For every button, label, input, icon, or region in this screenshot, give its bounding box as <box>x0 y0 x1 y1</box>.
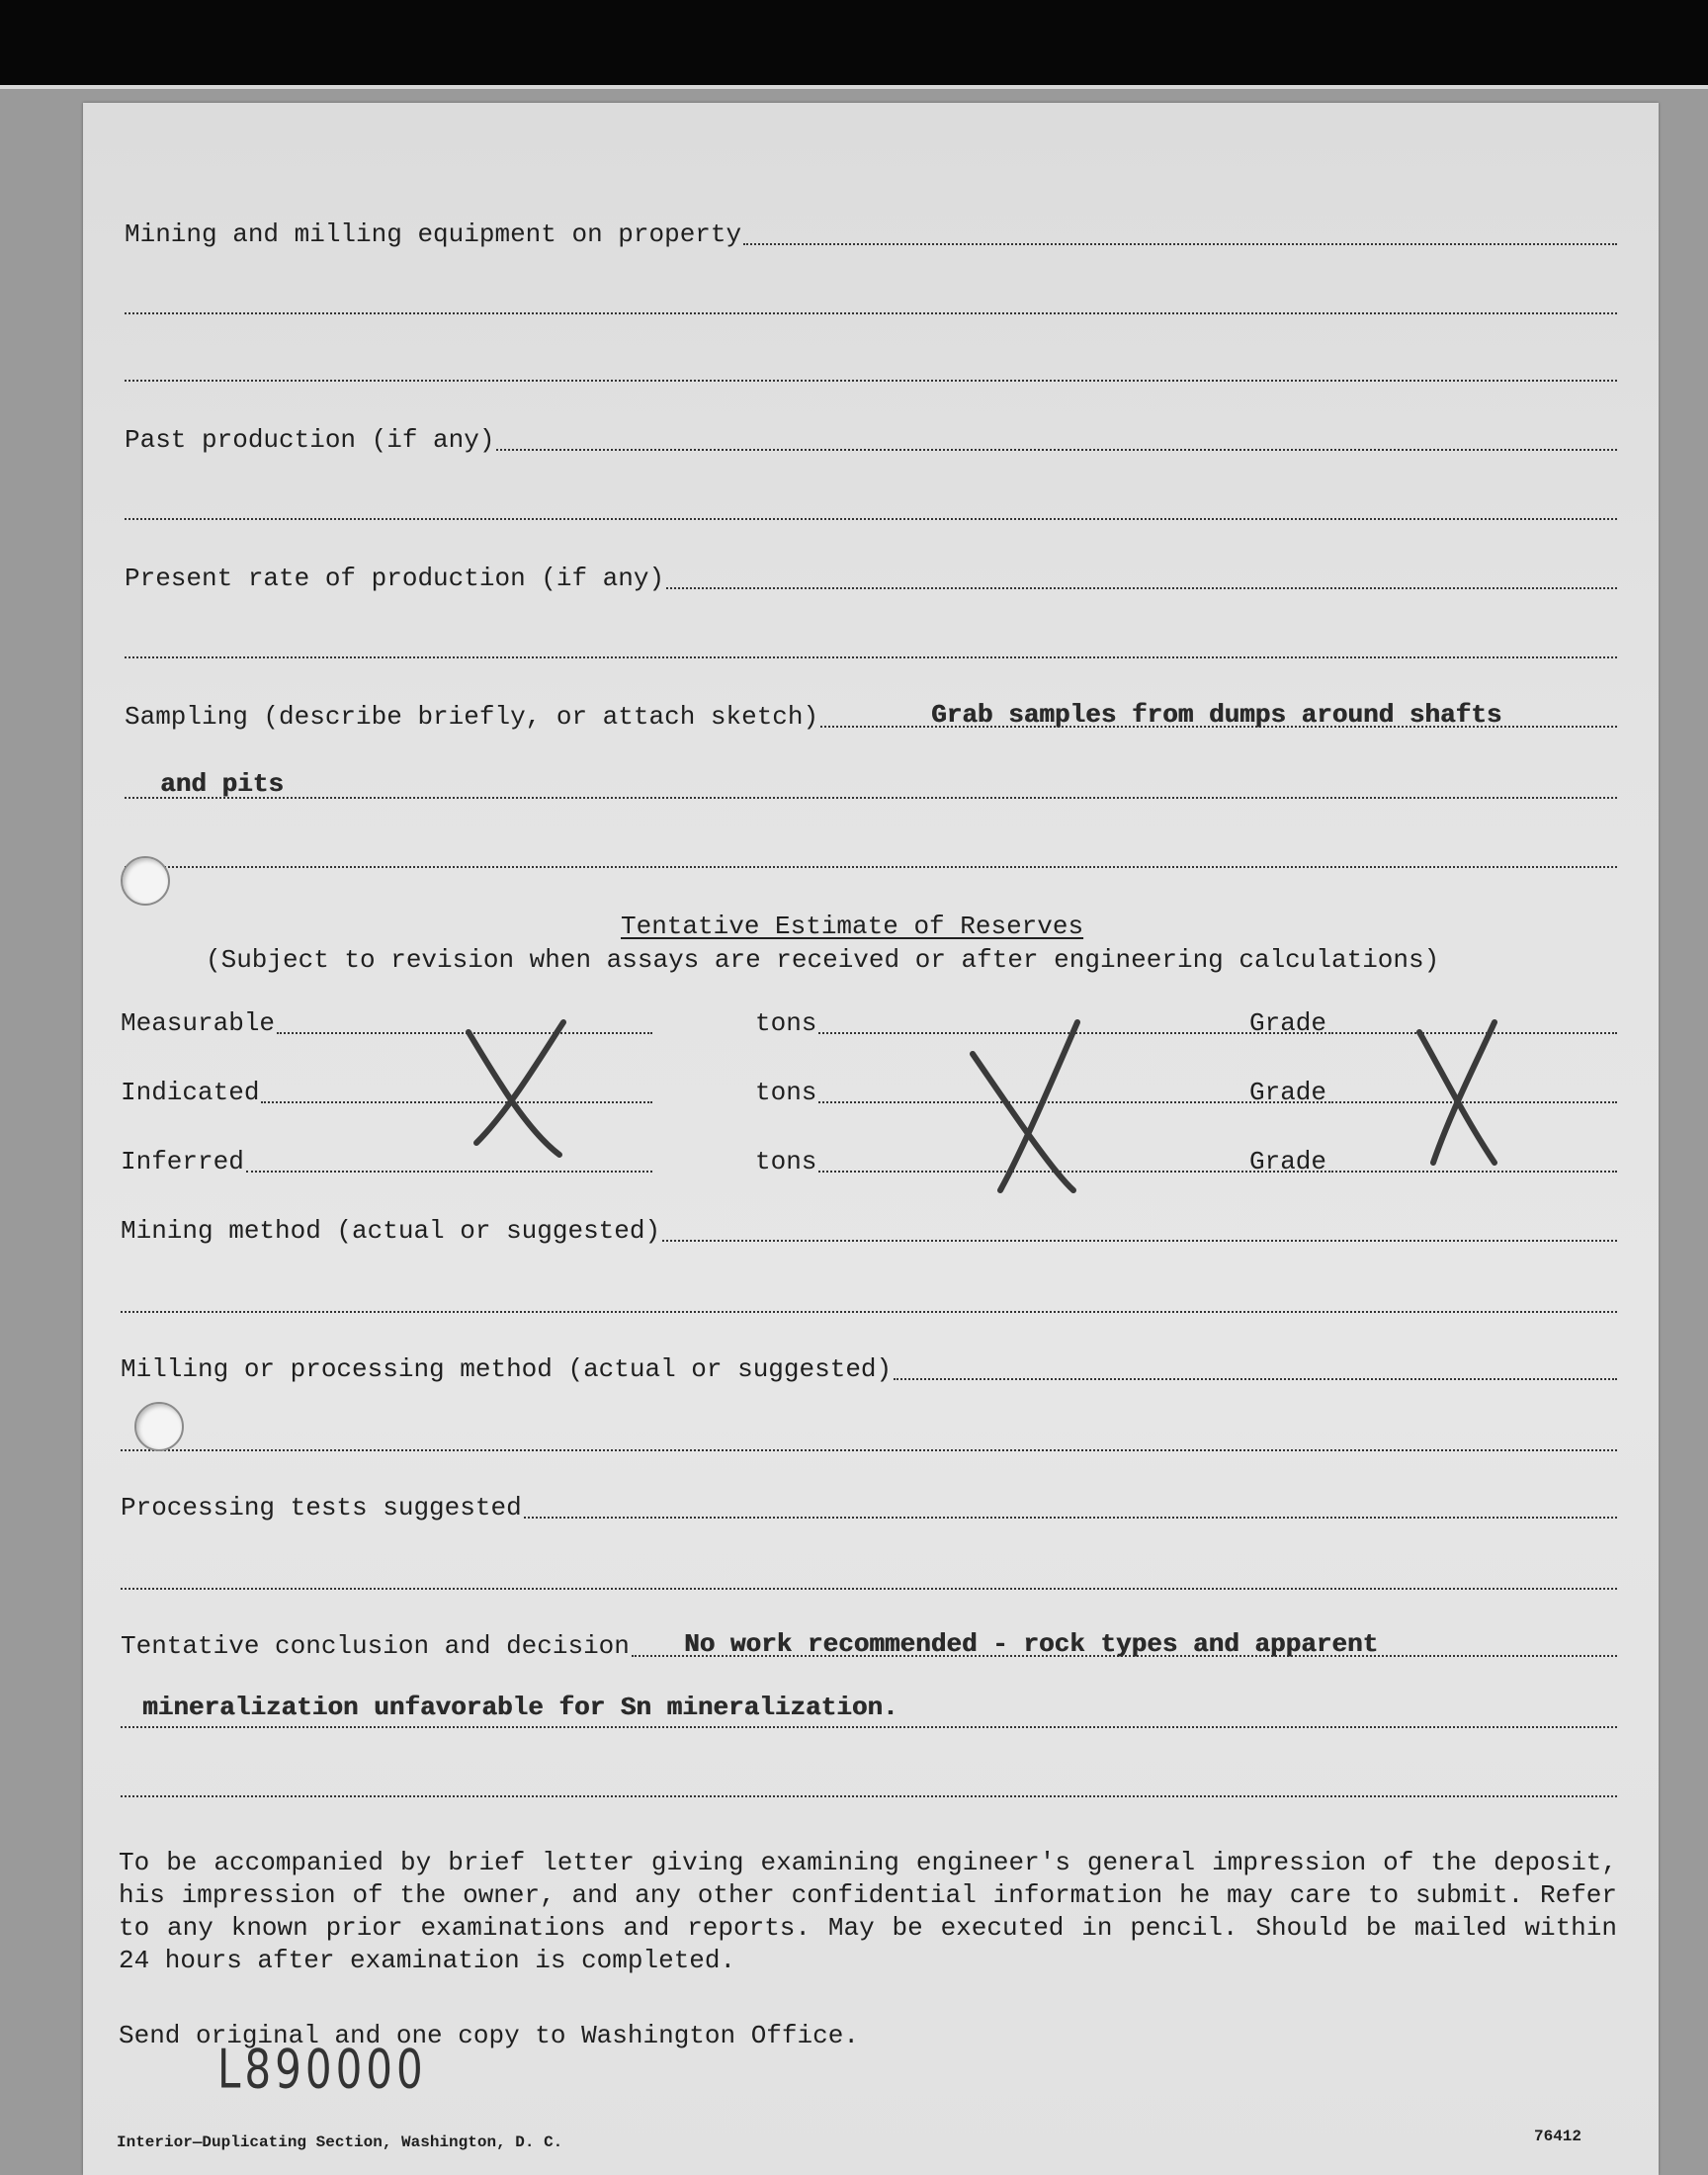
sampling-label: Sampling (describe briefly, or attach sketch) <box>125 702 819 732</box>
instructions-paragraph: To be accompanied by brief letter giving examining engineer's general impression of the deposit, his impression of the owner, and any other confidential information he may care to submit. Refer to any known prior examinations and reports. May be executed in pencil. Should be mailed within 24 hours after examination is completed. <box>119 1848 1617 1975</box>
reserves-subheading: (Subject to revision when assays are received or after engineering calculations) <box>206 945 1440 975</box>
printer-credit: Interior—Duplicating Section, Washington, D. C. <box>117 2133 563 2151</box>
milling-method-label: Milling or processing method (actual or suggested) <box>121 1354 893 1384</box>
indicated-label: Indicated <box>121 1078 260 1107</box>
mining-equipment-label: Mining and milling equipment on property <box>125 219 742 249</box>
scan-top-border <box>0 0 1708 89</box>
mining-method-label: Mining method (actual or suggested) <box>121 1216 661 1246</box>
grade-label: Grade <box>1249 1147 1327 1176</box>
grade-label: Grade <box>1249 1078 1327 1107</box>
form-number: 76412 <box>1534 2128 1582 2145</box>
grade-label: Grade <box>1249 1008 1327 1038</box>
conclusion-label: Tentative conclusion and decision <box>121 1631 630 1661</box>
x-mark-grade <box>1419 1022 1494 1163</box>
sampling-typed-value-cont: and pits <box>160 769 284 799</box>
form-page <box>83 103 1659 2175</box>
x-mark-tons <box>469 1022 563 1155</box>
stamped-number: L890000 <box>217 2037 427 2101</box>
measurable-label: Measurable <box>121 1008 276 1038</box>
handwritten-marks <box>83 103 1659 2175</box>
inferred-label: Inferred <box>121 1147 244 1176</box>
reserves-heading: Tentative Estimate of Reserves <box>621 912 1084 941</box>
x-mark-tons-2 <box>973 1022 1077 1190</box>
sampling-typed-value: Grab samples from dumps around shafts <box>931 700 1502 730</box>
tons-label: tons <box>755 1078 817 1107</box>
tons-label: tons <box>755 1147 817 1176</box>
send-instructions: Send original and one copy to Washington Office. <box>119 2021 859 2050</box>
tons-label: tons <box>755 1008 817 1038</box>
present-rate-label: Present rate of production (if any) <box>125 564 665 593</box>
conclusion-typed-value: No work recommended - rock types and apparent <box>684 1629 1379 1659</box>
processing-tests-label: Processing tests suggested <box>121 1493 522 1522</box>
past-production-label: Past production (if any) <box>125 425 495 455</box>
conclusion-typed-value-cont: mineralization unfavorable for Sn mineralization. <box>142 1693 898 1722</box>
